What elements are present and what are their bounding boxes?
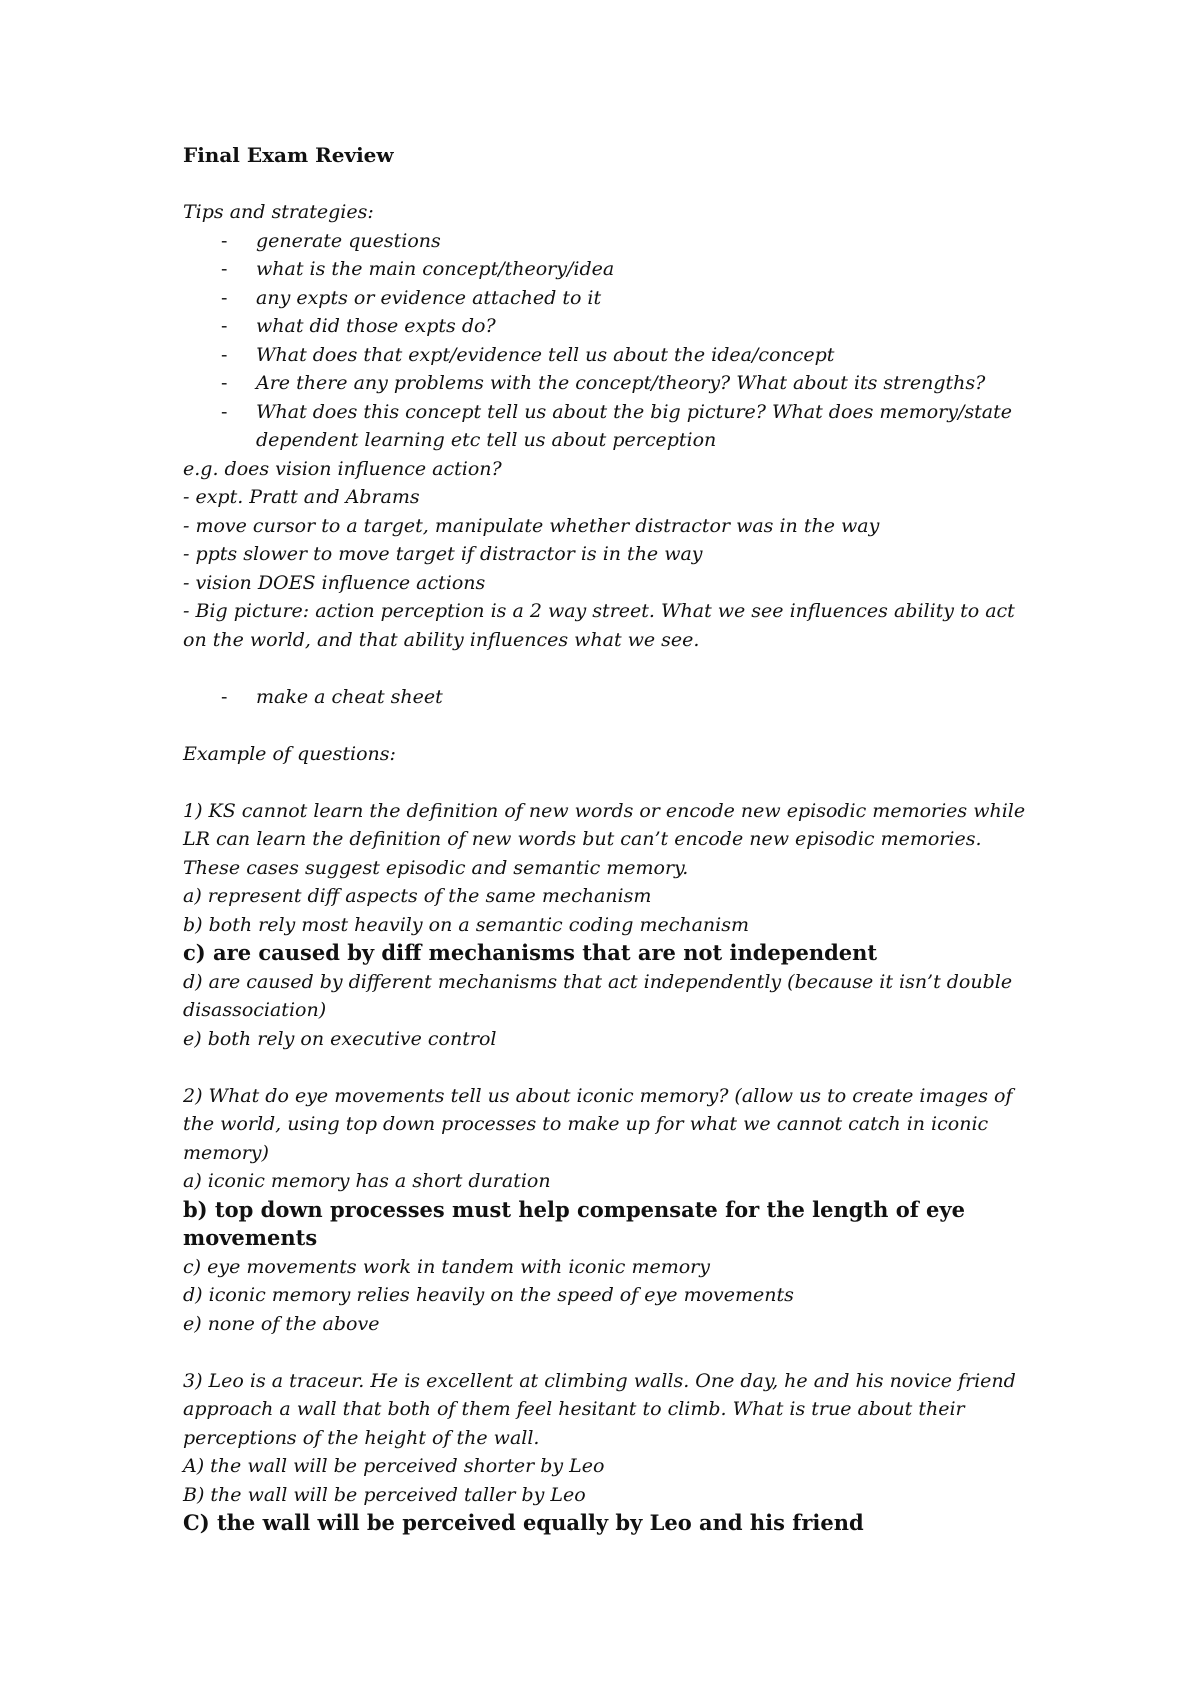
- tips-list: [183, 227, 1043, 455]
- cheat-sheet-item: - make a cheat sheet: [183, 683, 1043, 712]
- tip-item: - what did those expts do?: [183, 312, 1043, 341]
- cheat-sheet-list: [183, 683, 1043, 712]
- document-title: Final Exam Review: [183, 143, 394, 167]
- correct-answer-option: c) are caused by diff mechanisms that are not independent: [183, 940, 878, 965]
- tips-heading: Tips and strategies:: [183, 201, 374, 223]
- answer-option: b) both rely most heavily on a semantic coding mechanism: [183, 913, 750, 936]
- question-stem: 2) What do eye movements tell us about iconic memory? (allow us to create images of the world, using top down processes to make up for what we cannot catch in iconic memory): [183, 1084, 1013, 1164]
- tip-item: - what is the main concept/theory/idea: [183, 255, 1043, 284]
- correct-answer-option: b) top down processes must help compensate for the length of eye movements: [183, 1196, 965, 1250]
- answer-option: B) the wall will be perceived taller by Leo: [183, 1483, 586, 1506]
- example-line: - Big picture: action perception is a 2 way street. What we see influences ability to act on the world, and that ability influences what we see.: [183, 600, 1015, 651]
- answer-option: c) eye movements work in tandem with iconic memory: [183, 1255, 710, 1278]
- example-line: - ppts slower to move target if distractor is in the way: [183, 543, 703, 565]
- questions-heading: Example of questions:: [183, 742, 396, 765]
- example-line: - move cursor to a target, manipulate whether distractor was in the way: [183, 514, 880, 537]
- tip-item: - What does this concept tell us about the big picture? What does memory/state dependent learning etc tell us about perception: [183, 398, 1043, 455]
- question-3: [183, 1367, 1043, 1538]
- correct-answer-option: C) the wall will be perceived equally by Leo and his friend: [183, 1510, 864, 1535]
- answer-option: d) are caused by different mechanisms that act independently (because it isn’t double disassociation): [183, 970, 1013, 1021]
- question-stem: 3) Leo is a traceur. He is excellent at climbing walls. One day, he and his novice friend approach a wall that both of them feel hesitant to climb. What is true about their perceptions of the height of the wall.: [183, 1369, 1016, 1449]
- question-1: [183, 797, 1043, 1054]
- document-page: [183, 141, 1043, 1538]
- tip-item: - What does that expt/evidence tell us about the idea/concept: [183, 341, 1043, 370]
- answer-option: e) both rely on executive control: [183, 1027, 497, 1050]
- example-line: e.g. does vision influence action?: [183, 457, 502, 480]
- tip-item: - any expts or evidence attached to it: [183, 284, 1043, 313]
- question-stem: 1) KS cannot learn the definition of new words or encode new episodic memories while LR can learn the definition of new words but can’t encode new episodic memories. These cases suggest episodic and semantic memory.: [183, 799, 1026, 879]
- answer-option: a) iconic memory has a short duration: [183, 1170, 551, 1192]
- tip-item: - Are there any problems with the concept/theory? What about its strengths?: [183, 369, 1043, 398]
- answer-option: a) represent diff aspects of the same mechanism: [183, 885, 652, 907]
- tip-item: - generate questions: [183, 227, 1043, 256]
- question-2: [183, 1082, 1043, 1339]
- example-line: - vision DOES influence actions: [183, 571, 486, 594]
- answer-option: e) none of the above: [183, 1312, 380, 1335]
- answer-option: A) the wall will be perceived shorter by Leo: [183, 1455, 605, 1477]
- answer-option: d) iconic memory relies heavily on the speed of eye movements: [183, 1284, 794, 1306]
- example-line: - expt. Pratt and Abrams: [183, 486, 420, 508]
